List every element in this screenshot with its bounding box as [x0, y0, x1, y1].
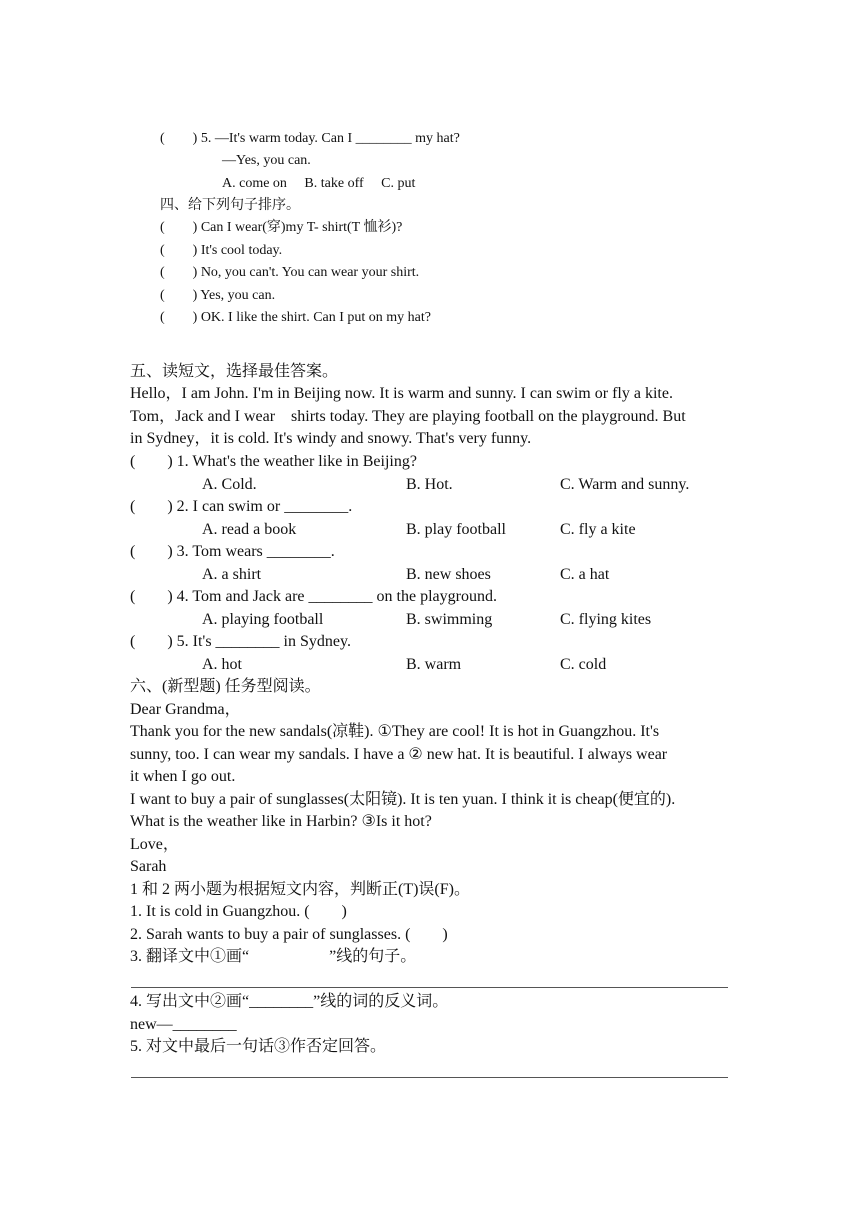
passage-line: Tom，Jack and I wear shirts today. They are playing football on the playground. But — [130, 408, 686, 425]
task-instructions: 1 和 2 两小题为根据短文内容，判断正(T)误(F)。 — [130, 881, 470, 898]
option-c: C. Warm and sunny. — [560, 476, 690, 493]
letter-line: I want to buy a pair of sunglasses(太阳镜). It is ten yuan. I think it is cheap(便宜的). — [130, 791, 676, 808]
letter-line: sunny, too. I can wear my sandals. I have a ② new hat. It is beautiful. I always wear — [130, 746, 668, 763]
option-a: A. playing football — [202, 611, 324, 628]
question-5-options: A. come on B. take off C. put — [222, 176, 416, 191]
order-item: ( ) No, you can't. You can wear your shirt. — [160, 265, 420, 280]
letter-line: it when I go out. — [130, 768, 236, 785]
option-a: A. read a book — [202, 521, 297, 538]
letter-line: Love， — [130, 836, 179, 853]
passage-line: Hello，I am John. I'm in Beijing now. It is warm and sunny. I can swim or fly a kite. — [130, 385, 673, 402]
tf-question-1: 1. It is cold in Guangzhou. ( ) — [130, 903, 347, 920]
tf-question-2: 2. Sarah wants to buy a pair of sunglasses. ( ) — [130, 926, 448, 943]
mc-question-3: ( ) 3. Tom wears ________. — [130, 543, 335, 560]
question-5: ( ) 5. —It's warm today. Can I ________ my hat? — [160, 131, 460, 146]
order-item: ( ) Can I wear(穿)my T- shirt(T 恤衫)? — [160, 220, 403, 235]
order-item: ( ) It's cool today. — [160, 243, 283, 258]
section-6-title: 六、(新型题) 任务型阅读。 — [130, 678, 321, 695]
option-c: C. flying kites — [560, 611, 652, 628]
option-b: B. swimming — [406, 611, 493, 628]
option-a: A. Cold. — [202, 476, 257, 493]
task-question-4: 4. 写出文中②画“________”线的词的反义词。 — [130, 993, 449, 1010]
option-a: A. hot — [202, 656, 242, 673]
letter-line: Thank you for the new sandals(凉鞋). ①They are cool! It is hot in Guangzhou. It's — [130, 723, 660, 740]
mc-question-5: ( ) 5. It's ________ in Sydney. — [130, 633, 351, 650]
question-5-reply: —Yes, you can. — [222, 153, 311, 168]
passage-line: in Sydney，it is cold. It's windy and snowy. That's very funny. — [130, 430, 532, 447]
option-b: B. play football — [406, 521, 506, 538]
mc-question-2: ( ) 2. I can swim or ________. — [130, 498, 353, 515]
mc-question-1: ( ) 1. What's the weather like in Beijing? — [130, 453, 417, 470]
option-c: C. fly a kite — [560, 521, 636, 538]
letter-line: Dear Grandma， — [130, 701, 241, 718]
option-c: C. cold — [560, 656, 607, 673]
mc-question-4: ( ) 4. Tom and Jack are ________ on the playground. — [130, 588, 497, 605]
task-question-4-answer: new—________ — [130, 1016, 237, 1033]
task-question-5: 5. 对文中最后一句话③作否定回答。 — [130, 1038, 387, 1055]
answer-line — [131, 1077, 728, 1078]
letter-line: What is the weather like in Harbin? ③Is it hot? — [130, 813, 432, 830]
task-question-3: 3. 翻译文中①画“ ”线的句子。 — [130, 948, 417, 965]
option-b: B. warm — [406, 656, 462, 673]
option-c: C. a hat — [560, 566, 610, 583]
section-4-title: 四、给下列句子排序。 — [160, 198, 300, 213]
order-item: ( ) Yes, you can. — [160, 288, 276, 303]
option-a: A. a shirt — [202, 566, 262, 583]
option-b: B. new shoes — [406, 566, 491, 583]
option-b: B. Hot. — [406, 476, 453, 493]
letter-line: Sarah — [130, 858, 167, 875]
section-5-title: 五、读短文，选择最佳答案。 — [130, 363, 339, 380]
order-item: ( ) OK. I like the shirt. Can I put on my hat? — [160, 310, 432, 325]
answer-line — [131, 987, 728, 988]
